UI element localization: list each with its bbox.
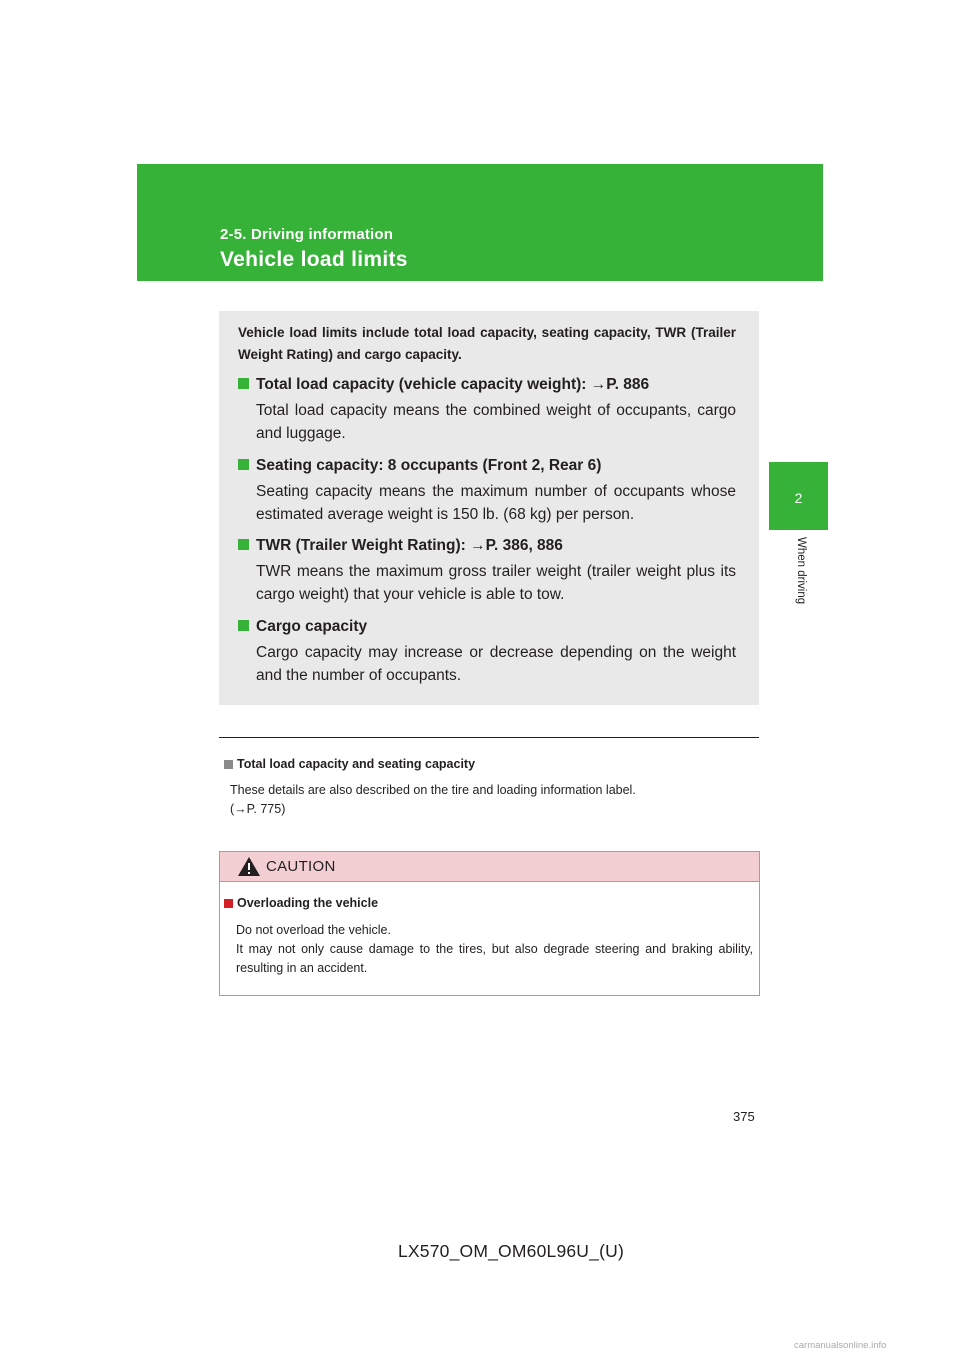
section-divider — [219, 737, 759, 738]
summary-item-heading: Total load capacity (vehicle capacity weight): →P. 886 — [256, 376, 650, 393]
watermark: carmanualsonline.info — [794, 1340, 887, 1351]
chapter-label-text: When driving — [795, 537, 807, 605]
caution-line: It may not only cause damage to the tires, but also degrade steering and braking ability, resulting in an accident. — [236, 942, 753, 975]
chapter-number: 2 — [794, 490, 803, 506]
document-code: LX570_OM_OM60L96U_(U) — [398, 1241, 624, 1261]
summary-box — [219, 311, 759, 705]
note-body — [230, 781, 750, 819]
green-square-bullet-icon — [238, 539, 249, 550]
summary-item-cargo — [238, 617, 736, 687]
green-square-bullet-icon — [238, 378, 249, 389]
caution-box — [219, 851, 760, 996]
summary-item-seating — [238, 456, 736, 526]
note-heading — [224, 757, 475, 771]
warning-triangle-icon — [238, 857, 260, 876]
chapter-side-label — [770, 535, 828, 630]
section-header-band — [137, 164, 823, 281]
summary-item-body: Total load capacity means the combined weight of occupants, cargo and luggage. — [256, 402, 736, 442]
green-square-bullet-icon — [238, 459, 249, 470]
page-title: Vehicle load limits — [220, 248, 408, 271]
summary-intro: Vehicle load limits include total load capacity, seating capacity, TWR (Trailer Weight Rating) and cargo capacity. — [238, 325, 736, 362]
caution-body — [236, 921, 753, 978]
page-number: 375 — [733, 1109, 755, 1124]
caution-title: CAUTION — [266, 858, 336, 875]
caution-header — [220, 852, 759, 882]
summary-item-twr — [238, 536, 736, 606]
caution-item-heading-text: Overloading the vehicle — [237, 896, 379, 910]
summary-item-heading: Cargo capacity — [256, 618, 368, 635]
caution-item-heading — [224, 896, 378, 910]
green-square-bullet-icon — [238, 620, 249, 631]
summary-item-body: Cargo capacity may increase or decrease depending on the weight and the number of occupants. — [256, 644, 736, 684]
gray-square-bullet-icon — [224, 760, 233, 769]
red-square-bullet-icon — [224, 899, 233, 908]
caution-line: Do not overload the vehicle. — [236, 923, 391, 937]
summary-item-heading: Seating capacity: 8 occupants (Front 2, Rear 6) — [256, 457, 602, 474]
chapter-tab[interactable] — [769, 462, 828, 530]
summary-item-total-load — [238, 375, 736, 445]
summary-item-body: Seating capacity means the maximum number of occupants whose estimated average weight is 150 lb. (68 kg) per person. — [256, 483, 736, 523]
section-label: 2-5. Driving information — [220, 226, 394, 243]
summary-item-heading: TWR (Trailer Weight Rating): →P. 386, 886 — [256, 537, 563, 554]
note-heading-text: Total load capacity and seating capacity — [237, 757, 476, 771]
summary-item-body: TWR means the maximum gross trailer weight (trailer weight plus its cargo weight) that your vehicle is able to tow. — [256, 563, 736, 603]
note-page-reference[interactable]: (→P. 775) — [230, 802, 286, 816]
note-line: These details are also described on the tire and loading information label. — [230, 783, 636, 797]
